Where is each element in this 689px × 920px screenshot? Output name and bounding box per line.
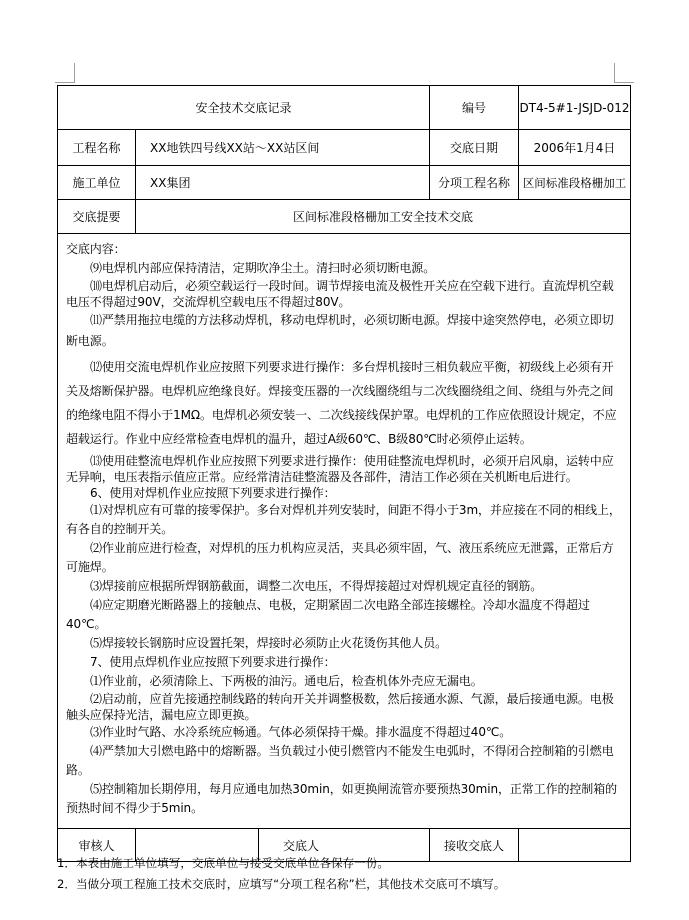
footer-note: 1．本表由施工单位填写，交底单位与接受交底单位各保存一份。 bbox=[57, 856, 390, 870]
footer-note: 2．当做分项工程施工技术交底时，应填写“分项工程名称”栏，其他技术交底可不填写。 bbox=[57, 877, 506, 891]
crop-mark bbox=[614, 63, 615, 83]
project-name-label: 工程名称 bbox=[58, 130, 136, 166]
summary-value: 区间标准段格栅加工安全技术交底 bbox=[136, 200, 631, 234]
content-paragraph: ⑶作业时气路、水冷系统应畅通。气体必须保持干燥。排水温度不得超过40℃。 bbox=[90, 725, 512, 739]
content-paragraph: ⑴作业前，必须清除上、下两极的油污。通电后，检查机体外壳应无漏电。 bbox=[90, 674, 483, 688]
content-paragraph: ⑷严禁加大引燃电路中的熔断器。当负载过小使引燃管内不能发生电弧时，不得闭合控制箱的引燃电路。 bbox=[66, 744, 614, 777]
receiver-label: 接收交底人 bbox=[430, 829, 519, 862]
content-paragraph: ⑵启动前，应首先接通控制线路的转向开关并调整极数，然后接通水源、气源，最后接通电源。电极触头应保持光洁，漏电应立即更换。 bbox=[66, 692, 614, 722]
reviewer-label: 审核人 bbox=[58, 829, 136, 862]
content-paragraph: ⑸控制箱加长期停用，每月应通电加热30min，如更换闸流管亦要预热30min，正常工作的控制箱的预热时间不得少于5min。 bbox=[66, 782, 618, 815]
content-paragraph: ⑷应定期磨光断路器上的接触点、电极，定期紧固二次电路全部连接螺栓。冷却水温度不得超过40℃。 bbox=[66, 598, 590, 631]
briefing-date-label: 交底日期 bbox=[430, 130, 519, 166]
briefing-content bbox=[58, 234, 631, 829]
content-paragraph: 6、使用对焊机作业应按照下列要求进行操作： bbox=[90, 486, 336, 500]
number-label: 编号 bbox=[430, 86, 519, 130]
receiver-signature bbox=[519, 829, 631, 862]
content-paragraph: ⑽电焊机启动后，必须空载运行一段时间。调节焊接电流及极性开关应在空载下进行。直流焊机空载电压不得超过90V，交流焊机空载电压不得超过80V。 bbox=[66, 279, 614, 309]
content-paragraph: ⒀使用硅整流电焊机作业应按照下列要求进行操作：使用硅整流电焊机时，必须开启风扇，运转中应无异响，电压表指示值应正常。应经常清洁硅整流器及各部件，清洁工作必须在关机断电后进行。 bbox=[66, 454, 614, 484]
content-paragraph: ⑼电焊机内部应保持清洁，定期吹净尘土。清扫时必须切断电源。 bbox=[90, 261, 436, 275]
summary-label: 交底提要 bbox=[58, 200, 136, 234]
project-name-value: XX地铁四号线XX站～XX站区间 bbox=[136, 130, 430, 166]
content-label: 交底内容： bbox=[66, 242, 126, 256]
content-paragraph: ⑿使用交流电焊机作业应按照下列要求进行操作：多台焊机接时三相负载应平衡，初级线上必须有开关及熔断保护器。电焊机应绝缘良好。焊接变压器的一次线圈绕组与二次线圈绕组之间、绕组与外壳之间的绝缘电阻不得小于1MΩ。电焊机必须安装一、二次线接线保护罩。电焊机的工作应依照设计规定，不应超载运行。作业中应经常检查电焊机的温升，超过A级60℃、B级80℃时必须停止运转。 bbox=[66, 360, 617, 446]
briefing-date-value: 2006年1月4日 bbox=[519, 130, 631, 166]
form-title: 安全技术交底记录 bbox=[58, 86, 430, 130]
construction-unit-value: XX集团 bbox=[136, 166, 430, 200]
content-paragraph: ⑾严禁用拖拉电缆的方法移动焊机，移动电焊机时，必须切断电源。焊接中途突然停电，必须立即切断电源。 bbox=[66, 313, 614, 348]
crop-mark bbox=[74, 63, 75, 83]
content-paragraph: ⑴对焊机应有可靠的接零保护。多台对焊机并列安装时，间距不得小于3m，并应接在不同的相线上，有各自的控制开关。 bbox=[66, 503, 621, 536]
crop-mark bbox=[614, 82, 634, 83]
content-paragraph: ⑸焊接较长钢筋时应设置托架，焊接时必须防止火花烫伤其他人员。 bbox=[90, 636, 448, 650]
content-paragraph: 7、使用点焊机作业应按照下列要求进行操作： bbox=[90, 655, 336, 669]
content-paragraph: ⑶焊接前应根据所焊钢筋截面，调整二次电压，不得焊接超过对焊机规定直径的钢筋。 bbox=[90, 579, 543, 593]
number-value: DT4-5#1-JSJD-012 bbox=[519, 86, 631, 130]
safety-briefing-form bbox=[57, 85, 631, 862]
crop-mark bbox=[55, 82, 75, 83]
presenter-label: 交底人 bbox=[259, 829, 430, 862]
content-paragraph: ⑵作业前应进行检查，对焊机的压力机构应灵活，夹具必须牢固，气、液压系统应无泄露，正常后方可施焊。 bbox=[66, 541, 614, 574]
sub-project-value: 区间标准段格栅加工 bbox=[519, 166, 631, 200]
construction-unit-label: 施工单位 bbox=[58, 166, 136, 200]
sub-project-label: 分项工程名称 bbox=[430, 166, 519, 200]
